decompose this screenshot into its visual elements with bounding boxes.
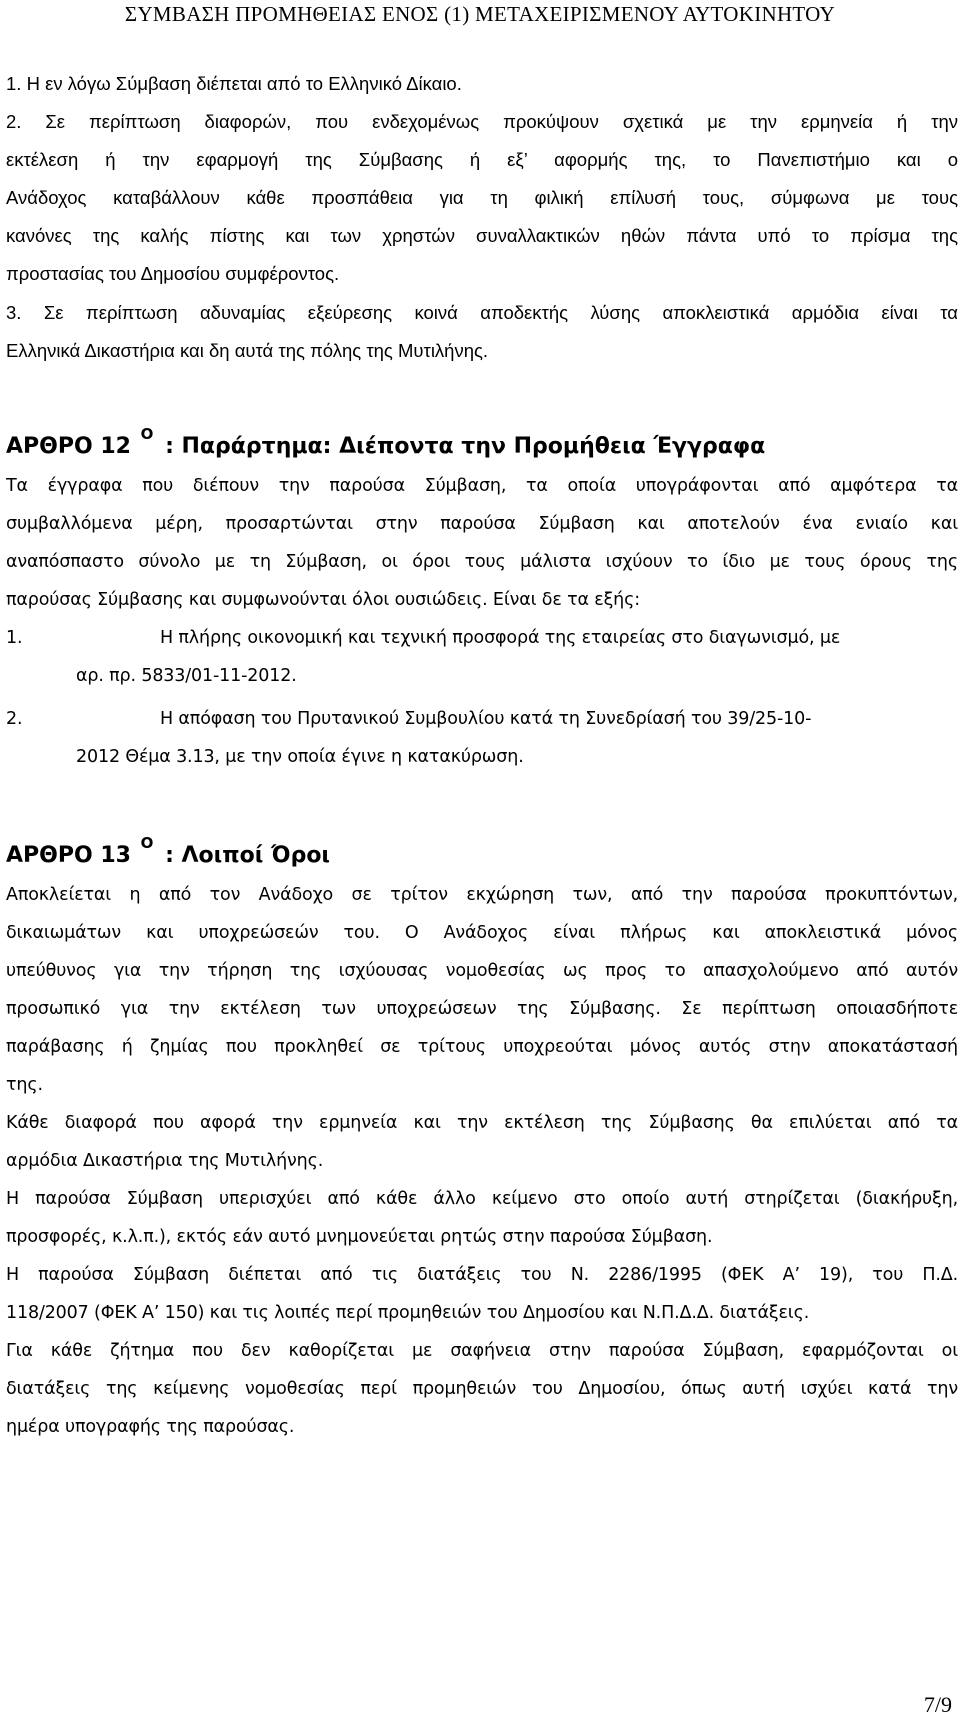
- text-line: Για κάθε ζήτημα που δεν καθορίζεται με σαφήνεια στην παρούσα Σύμβαση, εφαρμόζονται οι: [6, 1341, 958, 1361]
- text-line: συμβαλλόμενα μέρη, προσαρτώνται στην παρούσα Σύμβαση και αποτελούν ένα ενιαίο και: [6, 514, 958, 534]
- text-line: ημέρα υπογραφής της παρούσας.: [6, 1417, 295, 1437]
- text-line: Αποκλείεται η από τον Ανάδοχο σε τρίτον εκχώρηση των, από την παρούσα προκυπτόντων,: [6, 885, 958, 905]
- text-line: Τα έγγραφα που διέπουν την παρούσα Σύμβαση, τα οποία υπογράφονται από αμφότερα τα: [6, 476, 958, 496]
- text-line: της.: [6, 1075, 43, 1095]
- text-line: Η παρούσα Σύμβαση διέπεται από τις διατάξεις του Ν. 2286/1995 (ΦΕΚ Α’ 19), του Π.Δ.: [6, 1265, 958, 1285]
- article-13-body: [6, 876, 958, 1446]
- article-12-heading: [6, 425, 765, 459]
- article-12-heading-prefix: ΑΡΘΡΟ 12: [6, 434, 131, 459]
- article-12-paragraph: [6, 467, 958, 619]
- list-item-text: Η απόφαση του Πρυτανικού Συμβουλίου κατά τη Συνεδρίασή του 39/25-10-: [160, 709, 812, 729]
- text-line: παρούσας Σύμβασης και συμφωνούνται όλοι ουσιώδεις. Είναι δε τα εξής:: [6, 590, 640, 610]
- text-line: υπεύθυνος για την τήρηση της ισχύουσας νομοθεσίας ως προς το απασχολούμενο από αυτόν: [6, 961, 958, 981]
- page-number: 7/9: [923, 1692, 952, 1717]
- paragraph: [6, 1256, 958, 1332]
- article-12-heading-suffix: : Παράρτημα: Διέποντα την Προμήθεια Έγγραφα: [165, 434, 766, 459]
- text-line: Ανάδοχος καταβάλλουν κάθε προσπάθεια για τη φιλική επίλυσή τους, σύμφωνα με τους: [6, 187, 958, 208]
- clause-3: [6, 294, 958, 370]
- text-line: 3. Σε περίπτωση αδυναμίας εξεύρεσης κοινά αποδεκτής λύσης αποκλειστικά αρμόδια είναι τα: [6, 302, 958, 323]
- text-line: αναπόσπαστο σύνολο με τη Σύμβαση, οι όροι τους μάλιστα ισχύουν το ίδιο με τους όρους της: [6, 552, 958, 572]
- intro-clauses: [6, 66, 958, 370]
- article-13-heading-sup: Ο: [140, 834, 154, 852]
- running-header: ΣΥΜΒΑΣΗ ΠΡΟΜΗΘΕΙΑΣ ΕΝΟΣ (1) ΜΕΤΑΧΕΙΡΙΣΜΕΝΟΥ ΑΥΤΟΚΙΝΗΤΟΥ: [124, 2, 836, 26]
- article-13-heading: [6, 834, 330, 868]
- text-line: προσωπικό για την εκτέλεση των υποχρεώσεων της Σύμβασης. Σε περίπτωση οποιασδήποτε: [6, 999, 958, 1019]
- text-line: παράβασης ή ζημίας που προκληθεί σε τρίτους υποχρεούται μόνος αυτός στην αποκατάστασή: [6, 1037, 958, 1057]
- article-12-heading-sup: Ο: [140, 425, 154, 443]
- text-line: αρμόδια Δικαστήρια της Μυτιλήνης.: [6, 1151, 324, 1171]
- list-item-number: 2.: [6, 709, 23, 729]
- text-line: προσφορές, κ.λ.π.), εκτός εάν αυτό μνημονεύεται ρητώς στην παρούσα Σύμβαση.: [6, 1227, 713, 1247]
- list-item-continuation: αρ. πρ. 5833/01-11-2012.: [76, 666, 297, 686]
- paragraph: [6, 1332, 958, 1446]
- clause-1: [6, 66, 958, 102]
- text-line: κανόνες της καλής πίστης και των χρηστών συναλλακτικών ηθών πάντα υπό το πρίσμα της: [6, 225, 958, 246]
- text-line: Ελληνικά Δικαστήρια και δη αυτά της πόλης της Μυτιλήνης.: [6, 340, 489, 361]
- text-line: 118/2007 (ΦΕΚ Α’ 150) και τις λοιπές περί προμηθειών του Δημοσίου και Ν.Π.Δ.Δ. διατάξεις.: [6, 1303, 810, 1323]
- text-line: εκτέλεση ή την εφαρμογή της Σύμβασης ή εξ’ αφορμής της, το Πανεπιστήμιο και ο: [6, 149, 958, 170]
- text-line: προστασίας του Δημοσίου συμφέροντος.: [6, 263, 340, 284]
- paragraph: [6, 1180, 958, 1256]
- text-line: 2. Σε περίπτωση διαφορών, που ενδεχομένως προκύψουν σχετικά με την ερμηνεία ή την: [6, 111, 958, 132]
- article-13-heading-prefix: ΑΡΘΡΟ 13: [6, 843, 131, 868]
- text-line: διατάξεις της κείμενης νομοθεσίας περί προμηθειών του Δημοσίου, όπως αυτή ισχύει κατά την: [6, 1379, 958, 1399]
- text-line: 1. Η εν λόγω Σύμβαση διέπεται από το Ελληνικό Δίκαιο.: [6, 73, 462, 94]
- list-item-text: Η πλήρης οικονομική και τεχνική προσφορά της εταιρείας στο διαγωνισμό, με: [160, 628, 841, 648]
- paragraph: [6, 1104, 958, 1180]
- text-line: δικαιωμάτων και υποχρεώσεών του. Ο Ανάδοχος είναι πλήρως και αποκλειστικά μόνος: [6, 923, 958, 943]
- text-line: Κάθε διαφορά που αφορά την ερμηνεία και την εκτέλεση της Σύμβασης θα επιλύεται από τα: [6, 1113, 958, 1133]
- text-line: Η παρούσα Σύμβαση υπερισχύει από κάθε άλλο κείμενο στο οποίο αυτή στηρίζεται (διακήρυξη,: [6, 1189, 958, 1209]
- list-item-number: 1.: [6, 628, 23, 648]
- clause-2: [6, 103, 958, 293]
- list-item-continuation: 2012 Θέμα 3.13, με την οποία έγινε η κατακύρωση.: [76, 747, 524, 767]
- article-13-heading-suffix: : Λοιποί Όροι: [165, 843, 331, 868]
- paragraph: [6, 876, 958, 1104]
